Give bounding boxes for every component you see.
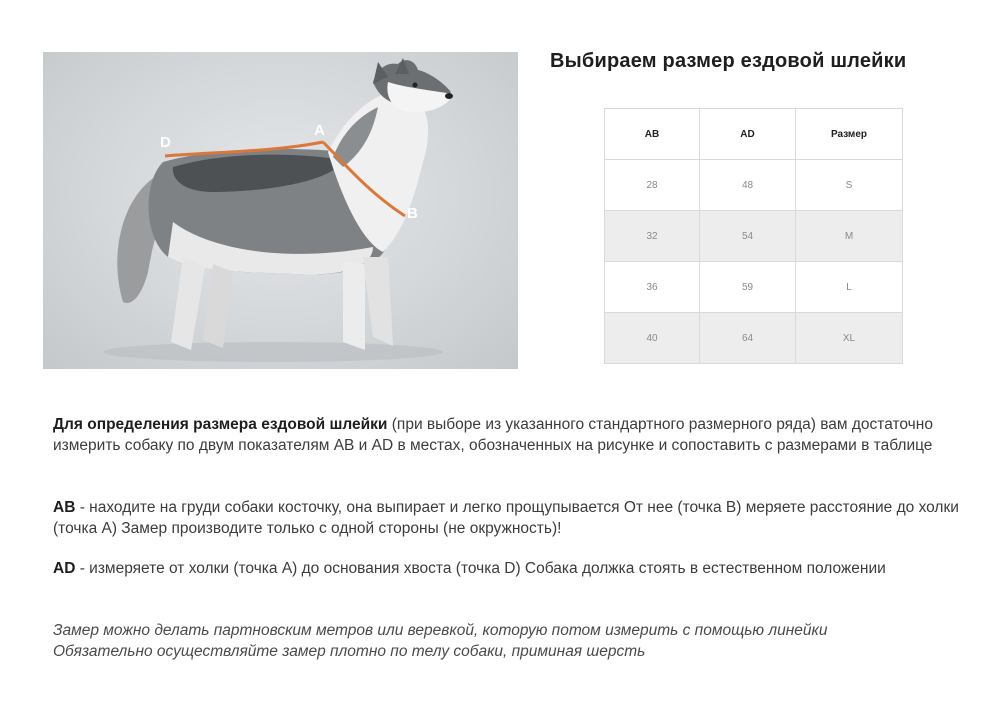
ad-paragraph — [53, 558, 973, 579]
page-title: Выбираем размер ездовой шлейки — [550, 50, 907, 72]
ab-bold: AB — [53, 499, 76, 516]
cell-ad: 64 — [700, 313, 796, 364]
point-d-label: D — [160, 134, 171, 151]
cell-size: L — [796, 262, 903, 313]
header-ab: AB — [605, 109, 700, 160]
note-paragraph — [53, 620, 973, 662]
table-row — [605, 262, 903, 313]
ab-paragraph — [53, 497, 973, 539]
intro-bold: Для определения размера ездовой шлейки — [53, 416, 388, 433]
ab-text: - находите на груди собаки косточку, она выпирает и легко прощупывается От нее (точка B) меряете расстояние до холки (точка A) Замер производите только с одной стороны (не окружность)! — [53, 499, 959, 537]
cell-ad: 54 — [700, 211, 796, 262]
ad-bold: AD — [53, 560, 76, 577]
table-header-row — [605, 109, 903, 160]
cell-ab: 40 — [605, 313, 700, 364]
cell-ab: 32 — [605, 211, 700, 262]
cell-size: S — [796, 160, 903, 211]
cell-ad: 59 — [700, 262, 796, 313]
cell-ab: 28 — [605, 160, 700, 211]
dog-measurement-photo — [43, 52, 518, 369]
cell-ab: 36 — [605, 262, 700, 313]
note-line-2: Обязательно осуществляйте замер плотно по телу собаки, приминая шерсть — [53, 643, 646, 660]
table-row — [605, 160, 903, 211]
intro-paragraph — [53, 414, 973, 456]
size-table — [604, 108, 903, 364]
header-ad: AD — [700, 109, 796, 160]
point-b-label: B — [407, 205, 418, 222]
note-line-1: Замер можно делать партновским метров или веревкой, которую потом измерить с помощью линейки — [53, 622, 828, 639]
table-row — [605, 211, 903, 262]
husky-illustration — [43, 52, 518, 369]
intro-text: (при выборе из указанного стандартного размерного ряда) вам достаточно измерить собаку по двум показателям AB и AD в местах, обозначенных на рисунке и сопоставить с размерами в таблице — [53, 416, 933, 454]
cell-size: M — [796, 211, 903, 262]
cell-size: XL — [796, 313, 903, 364]
ad-text: - измеряете от холки (точка A) до основания хвоста (точка D) Собака должка стоять в естественном положении — [75, 560, 886, 577]
point-a-label: A — [314, 122, 325, 139]
header-size: Размер — [796, 109, 903, 160]
cell-ad: 48 — [700, 160, 796, 211]
table-row — [605, 313, 903, 364]
